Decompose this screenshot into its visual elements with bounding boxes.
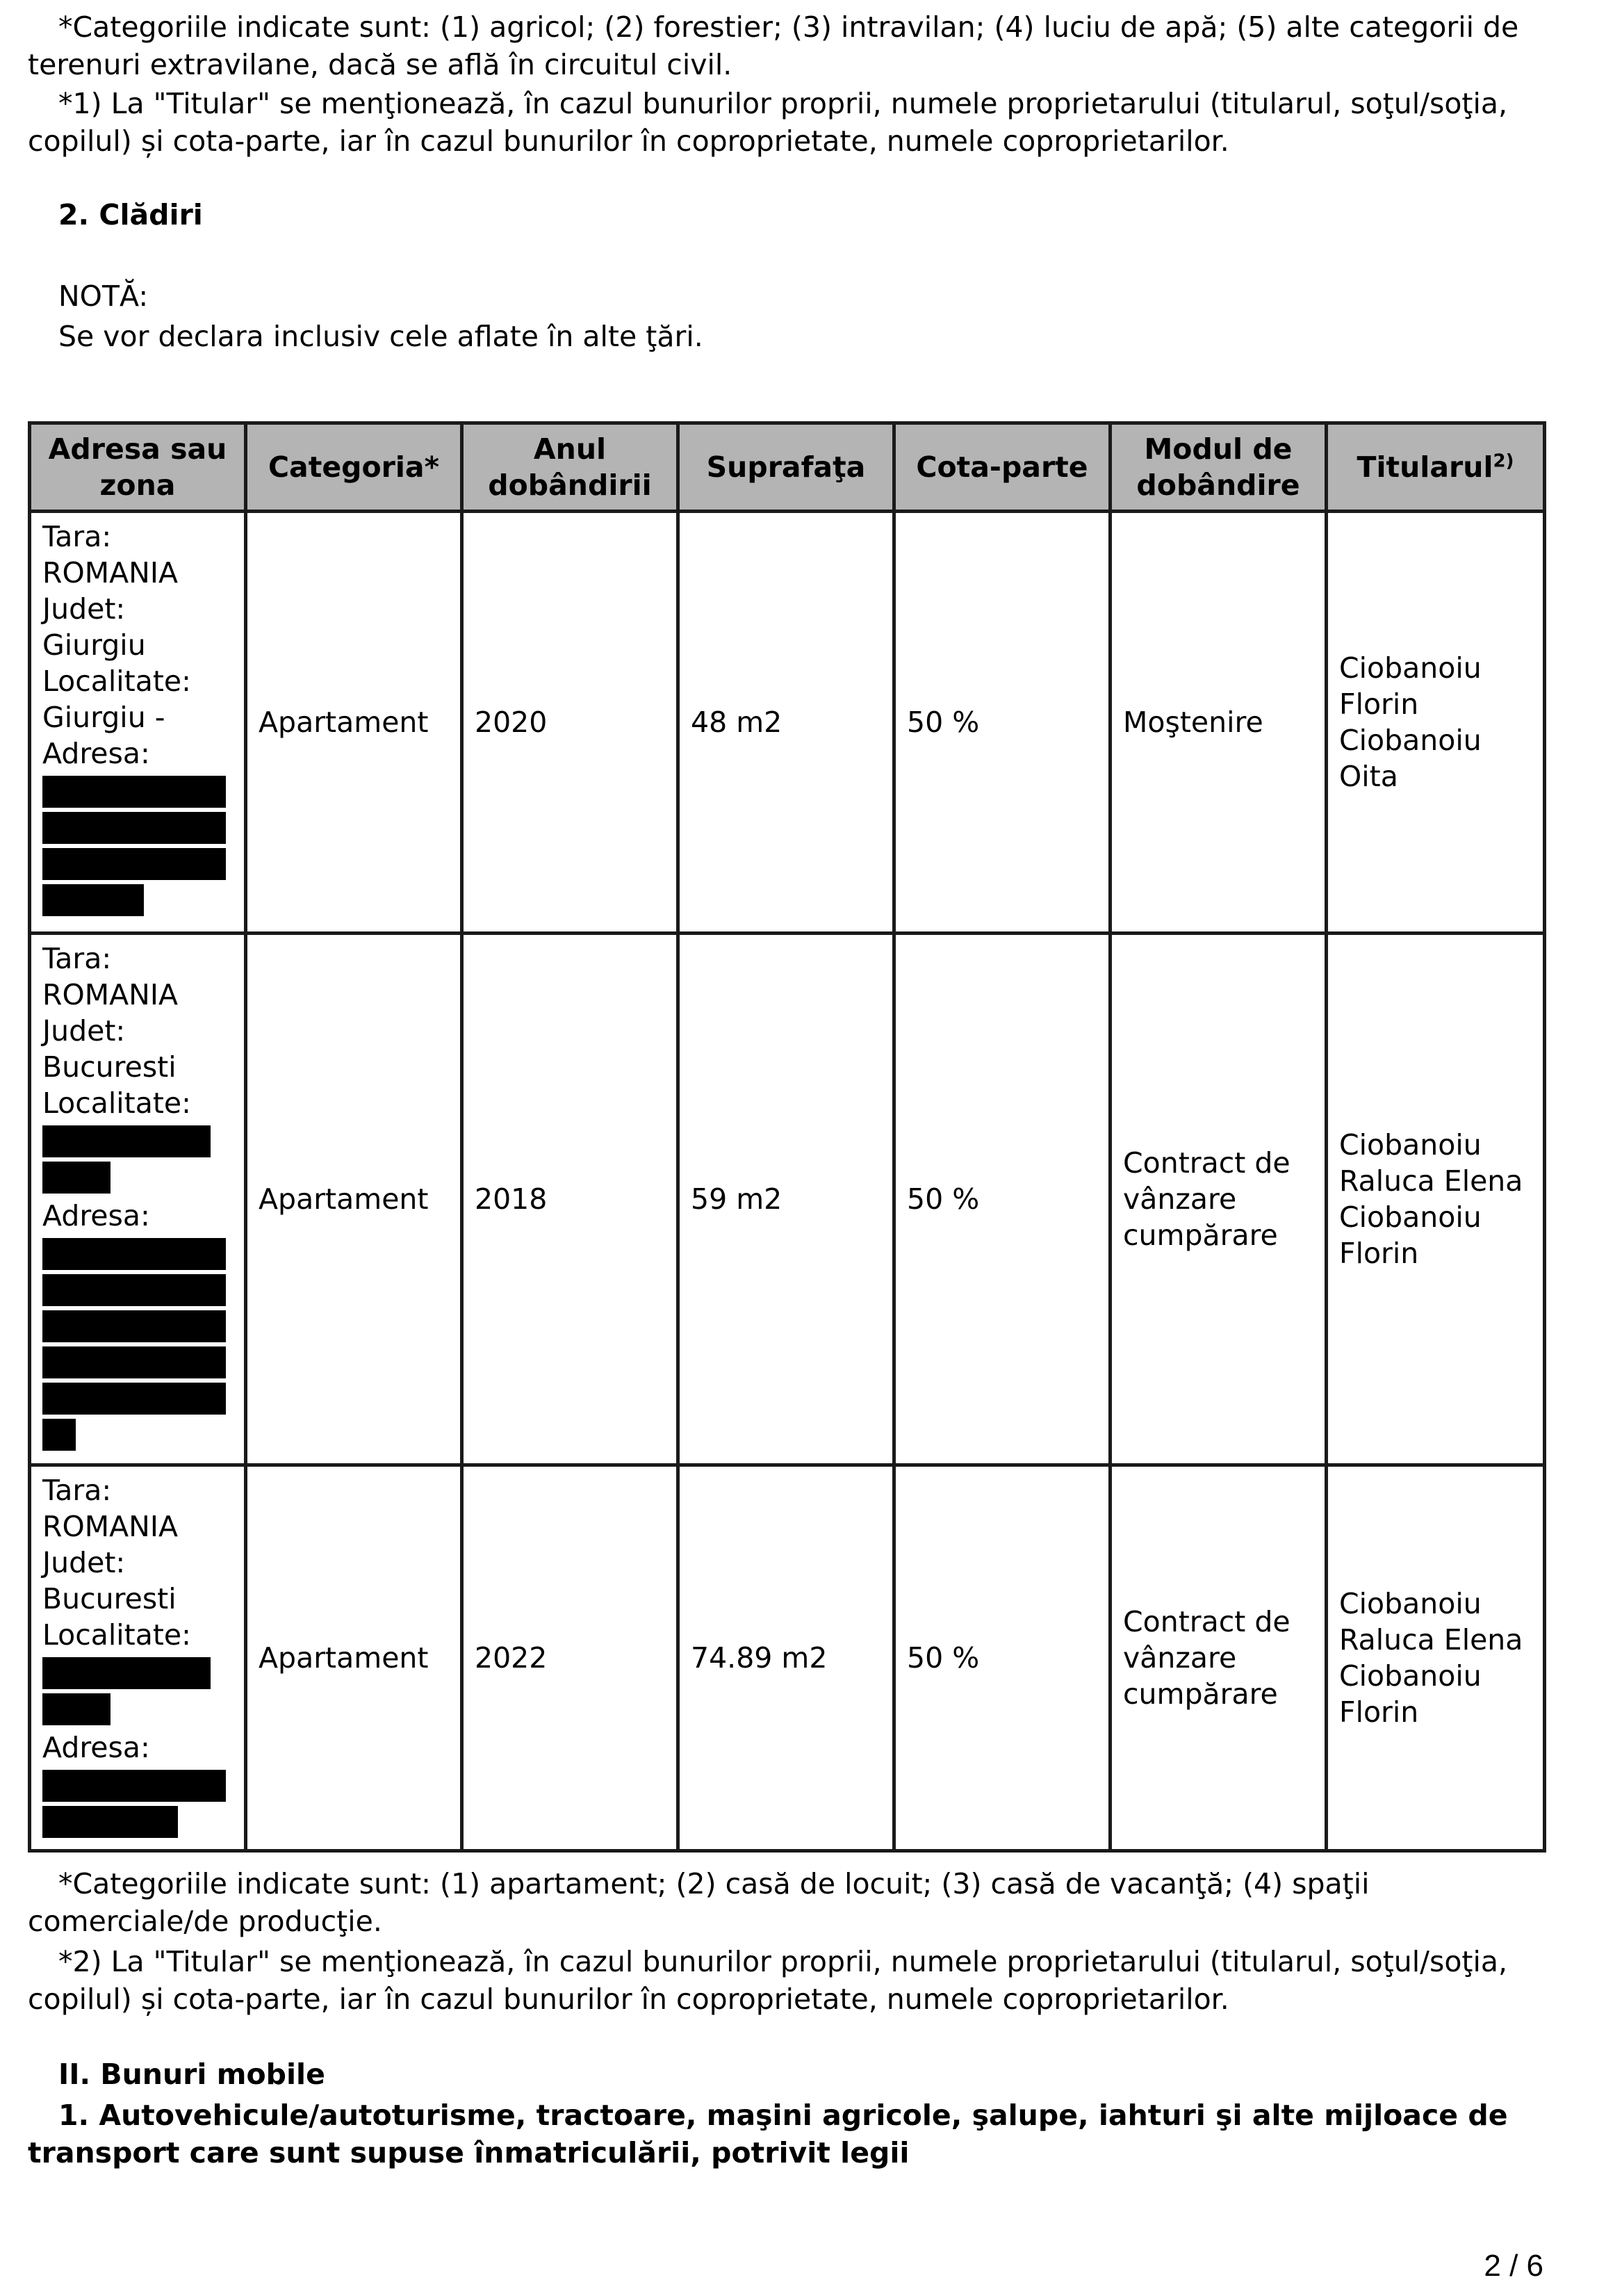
localitate-value: Giurgiu - (42, 701, 165, 734)
header-modul: Modul de dobândire (1111, 423, 1327, 512)
redaction-bar (42, 1383, 226, 1415)
titular-line: Florin (1339, 1695, 1419, 1729)
table-row (30, 512, 1545, 934)
land-categories-note: *Categoriile indicate sunt: (1) agricol; (2) forestier; (3) intravilan; (4) luciu de apă; (5) alte categorii de terenuri extravilane, dacă se află în circuitul civil. (28, 10, 1519, 81)
land-titular-note: *1) La "Titular" se menţionează, în cazul bunurilor proprii, numele proprietarului (titularul, soţul/soţia, copilul) și cota-parte, iar în cazul bunurilor în coproprietate, numele coproprietarilor. (28, 87, 1508, 158)
tara-label: Tara: (42, 520, 112, 553)
tara-value: ROMANIA (42, 1510, 178, 1543)
redaction-bar (42, 848, 226, 880)
redaction-bar (42, 1238, 226, 1270)
judet-value: Bucuresti (42, 1582, 177, 1615)
redaction-bar (42, 812, 226, 844)
redaction-bar (42, 1346, 226, 1378)
redaction-bar (42, 1419, 76, 1451)
localitate-label: Localitate: (42, 665, 191, 698)
row-categoria: Apartament (246, 1465, 462, 1851)
row-suprafata: 48 m2 (678, 512, 894, 934)
header-suprafata: Suprafaţa (678, 423, 894, 512)
row-categoria: Apartament (246, 512, 462, 934)
row-categoria: Apartament (246, 934, 462, 1465)
section-mobile-title: II. Bunuri mobile (58, 2058, 325, 2091)
modul-line: vânzare (1123, 1182, 1237, 1216)
row-anul: 2022 (462, 1465, 678, 1851)
modul-line: Contract de (1123, 1146, 1290, 1180)
redaction-bar (42, 884, 144, 916)
section-cladiri-title: 2. Clădiri (58, 198, 203, 231)
nota-label: NOTĂ: (58, 279, 149, 313)
judet-label: Judet: (42, 1014, 126, 1048)
judet-label: Judet: (42, 1546, 126, 1579)
modul-line: Contract de (1123, 1605, 1290, 1638)
row-suprafata: 74.89 m2 (678, 1465, 894, 1851)
row-modul: Moştenire (1111, 512, 1327, 934)
building-titular-note: *2) La "Titular" se menţionează, în cazul bunurilor proprii, numele proprietarului (titularul, soţul/soţia, copilul) și cota-parte, iar în cazul bunurilor în coproprietate, numele coproprietarilor. (28, 1945, 1508, 2016)
redaction-bar (42, 776, 226, 808)
titular-line: Ciobanoiu (1339, 724, 1482, 757)
row-cota: 50 % (894, 512, 1111, 934)
titular-line: Ciobanoiu (1339, 1659, 1482, 1693)
row-cota: 50 % (894, 934, 1111, 1465)
redaction-bar (42, 1310, 226, 1342)
adresa-label: Adresa: (42, 1199, 150, 1232)
row-anul: 2018 (462, 934, 678, 1465)
buildings-table (28, 421, 1546, 1853)
header-anul: Anul dobândirii (462, 423, 678, 512)
redaction-bar (42, 1806, 178, 1838)
tara-value: ROMANIA (42, 556, 178, 589)
judet-label: Judet: (42, 592, 126, 626)
modul-line: cumpărare (1123, 1219, 1278, 1252)
nota-text: Se vor declara inclusiv cele aflate în alte ţări. (58, 320, 703, 353)
row-cota: 50 % (894, 1465, 1111, 1851)
localitate-label: Localitate: (42, 1618, 191, 1652)
header-cota: Cota-parte (894, 423, 1111, 512)
redaction-bar (42, 1274, 226, 1306)
titular-line: Oita (1339, 760, 1398, 793)
header-titular-label: Titularul (1357, 450, 1493, 484)
titular-line: Ciobanoiu (1339, 651, 1482, 685)
titular-line: Ciobanoiu (1339, 1587, 1482, 1620)
modul-line: vânzare (1123, 1641, 1237, 1675)
judet-value: Giurgiu (42, 628, 146, 662)
titular-line: Ciobanoiu (1339, 1128, 1482, 1162)
tara-label: Tara: (42, 1474, 112, 1507)
header-titular (1327, 423, 1545, 512)
page-number: 2 / 6 (1484, 2249, 1543, 2283)
row-anul: 2020 (462, 512, 678, 934)
localitate-label: Localitate: (42, 1086, 191, 1120)
titular-line: Raluca Elena (1339, 1164, 1523, 1198)
row-address (30, 512, 246, 934)
redaction-bar (42, 1770, 226, 1802)
table-row (30, 1465, 1545, 1851)
titular-line: Raluca Elena (1339, 1623, 1523, 1656)
header-categoria: Categoria* (246, 423, 462, 512)
redaction-bar (42, 1657, 211, 1689)
titular-line: Florin (1339, 1237, 1419, 1270)
header-titular-footnote: 2) (1493, 450, 1514, 472)
adresa-label: Adresa: (42, 1731, 150, 1764)
building-categories-note: *Categoriile indicate sunt: (1) apartament; (2) casă de locuit; (3) casă de vacanţă; (4) spaţii comerciale/de producţie. (28, 1867, 1370, 1938)
section-mobile-subtitle: 1. Autovehicule/autoturisme, tractoare, maşini agricole, şalupe, iahturi şi alte mijloace de transport care sunt supuse înmatriculării, potrivit legii (28, 2099, 1508, 2169)
row-titular (1327, 512, 1545, 934)
titular-line: Ciobanoiu (1339, 1200, 1482, 1234)
row-address (30, 1465, 246, 1851)
redaction-bar (42, 1162, 110, 1194)
header-adresa: Adresa sau zona (30, 423, 246, 512)
tara-value: ROMANIA (42, 978, 178, 1011)
table-header-row (30, 423, 1545, 512)
row-modul (1111, 934, 1327, 1465)
redaction-bar (42, 1693, 110, 1725)
table-row (30, 934, 1545, 1465)
row-suprafata: 59 m2 (678, 934, 894, 1465)
row-modul (1111, 1465, 1327, 1851)
judet-value: Bucuresti (42, 1050, 177, 1084)
row-titular (1327, 934, 1545, 1465)
row-titular (1327, 1465, 1545, 1851)
tara-label: Tara: (42, 942, 112, 975)
modul-line: cumpărare (1123, 1677, 1278, 1711)
titular-line: Florin (1339, 687, 1419, 721)
redaction-bar (42, 1125, 211, 1157)
row-address (30, 934, 246, 1465)
adresa-label: Adresa: (42, 737, 150, 770)
